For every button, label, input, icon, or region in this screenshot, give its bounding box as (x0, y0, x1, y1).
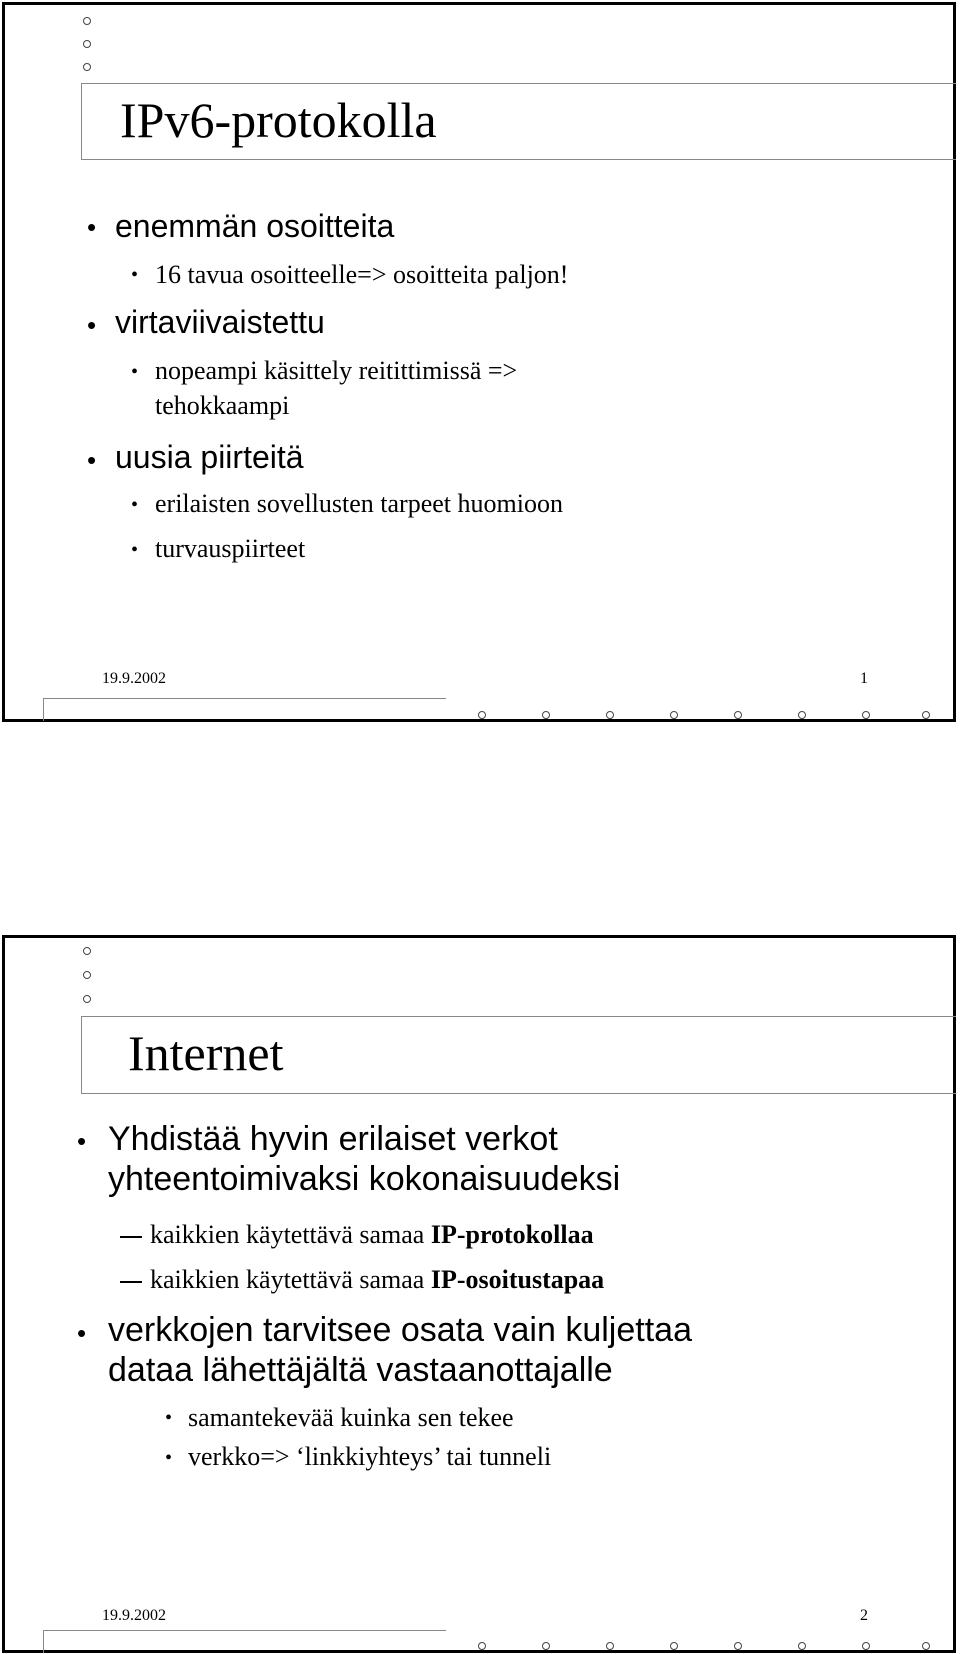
slide-2 (2, 935, 956, 1653)
slide-title: IPv6-protokolla (120, 92, 437, 148)
decor-circle-icon (83, 17, 91, 25)
decor-circle-icon (670, 711, 678, 719)
list-item-continuation: yhteentoimivaksi kokonaisuudeksi (108, 1160, 621, 1198)
decor-circle-icon (734, 1642, 742, 1650)
list-item: uusia piirteitä (115, 439, 304, 475)
decor-circle-icon (670, 1642, 678, 1650)
slide-1 (2, 2, 956, 722)
decor-circle-icon (83, 63, 91, 71)
bullet-icon: • (131, 494, 139, 516)
bullet-icon: • (87, 445, 97, 475)
decor-circle-icon (606, 1642, 614, 1650)
decor-circle-icon (922, 1642, 930, 1650)
bullet-icon: • (131, 539, 139, 561)
dash-icon (120, 1236, 142, 1238)
decor-circle-icon (862, 1642, 870, 1650)
list-item-continuation: dataa lähettäjältä vastaanottajalle (108, 1351, 613, 1389)
decor-circle-icon (83, 947, 91, 955)
bullet-icon: • (87, 212, 97, 242)
decor-circle-icon (606, 711, 614, 719)
list-item: erilaisten sovellusten tarpeet huomioon (155, 489, 563, 518)
list-item: Yhdistää hyvin erilaiset verkot (108, 1120, 558, 1158)
slide-title: Internet (128, 1025, 284, 1081)
bullet-icon: • (131, 264, 139, 286)
list-item: verkko=> ‘linkkiyhteys’ tai tunneli (188, 1442, 552, 1471)
bullet-icon: • (165, 1447, 173, 1469)
decor-circle-icon (922, 711, 930, 719)
list-item: 16 tavua osoitteelle=> osoitteita paljon! (155, 260, 569, 289)
slide-date: 19.9.2002 (102, 670, 166, 687)
list-item: kaikkien käytettävä samaa IP-osoitustapaa (150, 1265, 605, 1294)
decor-circle-icon (478, 1642, 486, 1650)
decor-circle-icon (83, 971, 91, 979)
bullet-icon: • (165, 1407, 173, 1429)
list-item: verkkojen tarvitsee osata vain kuljettaa (108, 1311, 692, 1349)
decor-circle-icon (478, 711, 486, 719)
footer-frame (43, 1630, 446, 1653)
bullet-icon: • (87, 310, 97, 340)
list-item: enemmän osoitteita (115, 208, 395, 244)
decor-circle-icon (734, 711, 742, 719)
footer-frame (43, 698, 446, 721)
list-item-continuation: tehokkaampi (155, 391, 290, 420)
decor-circle-icon (798, 711, 806, 719)
list-item: samantekevää kuinka sen tekee (188, 1403, 514, 1432)
list-item: kaikkien käytettävä samaa IP-protokollaa (150, 1220, 594, 1249)
list-item: turvauspiirteet (155, 534, 306, 563)
decor-circle-icon (83, 995, 91, 1003)
bullet-icon: • (131, 361, 139, 383)
slide-number: 2 (860, 1607, 868, 1624)
decor-circle-icon (542, 711, 550, 719)
list-item: nopeampi käsittely reitittimissä => (155, 356, 518, 385)
dash-icon (120, 1281, 142, 1283)
decor-circle-icon (798, 1642, 806, 1650)
slide-number: 1 (860, 670, 868, 687)
decor-circle-icon (542, 1642, 550, 1650)
bullet-icon: • (77, 1318, 87, 1348)
list-item: virtaviivaistettu (115, 304, 325, 340)
bullet-icon: • (77, 1126, 87, 1156)
slide-date: 19.9.2002 (102, 1607, 166, 1624)
decor-circle-icon (862, 711, 870, 719)
decor-circle-icon (83, 40, 91, 48)
